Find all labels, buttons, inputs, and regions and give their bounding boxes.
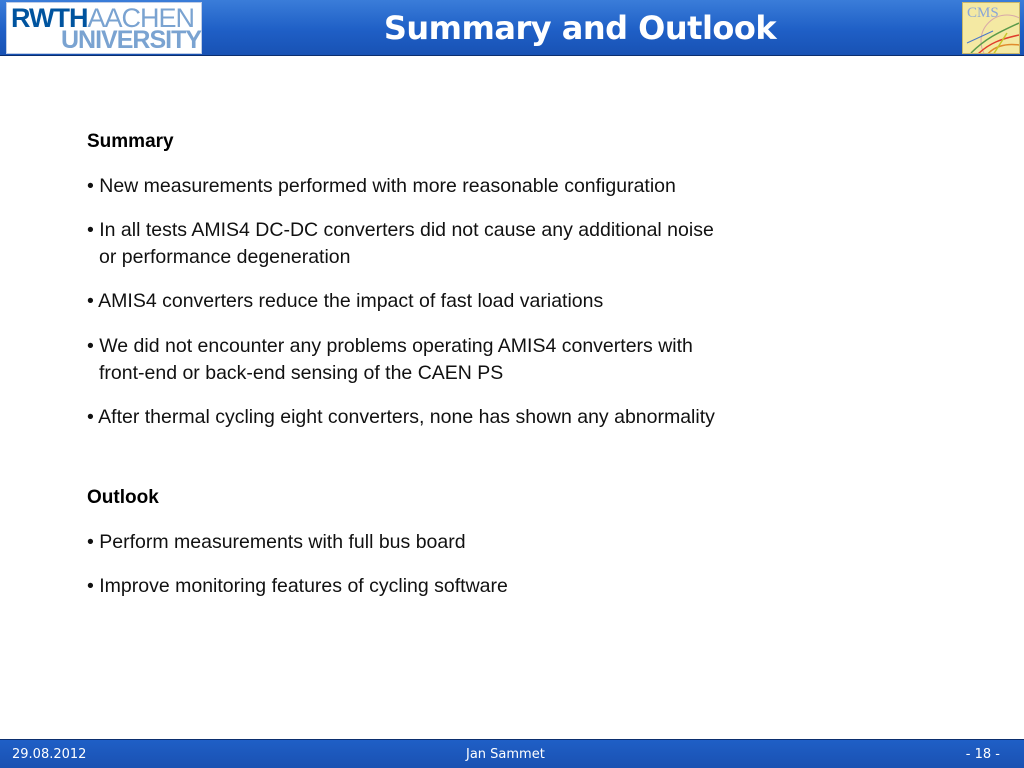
outlook-heading: Outlook	[87, 487, 159, 508]
footer-page-number: - 18 -	[965, 747, 1000, 762]
logo-rwth-text: RWTH	[11, 3, 88, 33]
cms-logo	[962, 2, 1020, 54]
summary-bullet	[87, 217, 714, 271]
summary-bullet	[87, 333, 693, 387]
bullet-text: • In all tests AMIS4 DC-DC converters did not cause any additional noise	[87, 219, 714, 241]
bullet-text: • AMIS4 converters reduce the impact of fast load variations	[87, 290, 604, 312]
summary-bullet	[87, 404, 715, 431]
bullet-text-continuation: or performance degeneration	[99, 246, 351, 268]
outlook-bullet	[87, 573, 508, 600]
outlook-bullet	[87, 529, 466, 556]
slide-footer	[0, 739, 1024, 768]
bullet-text: • We did not encounter any problems operating AMIS4 converters with	[87, 335, 693, 357]
summary-bullet	[87, 173, 676, 200]
slide-title: Summary and Outlook	[383, 9, 777, 47]
logo-aachen-text: AACHEN	[87, 3, 195, 33]
summary-heading: Summary	[87, 131, 174, 152]
slide-header	[0, 0, 1024, 56]
footer-date: 29.08.2012	[12, 747, 87, 762]
bullet-text: • New measurements performed with more reasonable configuration	[87, 175, 676, 197]
bullet-text: • After thermal cycling eight converters, none has shown any abnormality	[87, 406, 715, 428]
bullet-text-continuation: front-end or back-end sensing of the CAEN PS	[99, 362, 504, 384]
rwth-aachen-university-logo	[6, 2, 202, 54]
cms-event-graphic-icon	[963, 3, 1020, 54]
footer-author: Jan Sammet	[466, 747, 545, 762]
summary-bullet	[87, 288, 603, 315]
bullet-text: • Improve monitoring features of cycling software	[87, 575, 508, 597]
bullet-text: • Perform measurements with full bus board	[87, 531, 466, 553]
cms-logo-text: CMS	[967, 5, 999, 21]
logo-university-text: UNIVERSITY	[61, 26, 202, 54]
